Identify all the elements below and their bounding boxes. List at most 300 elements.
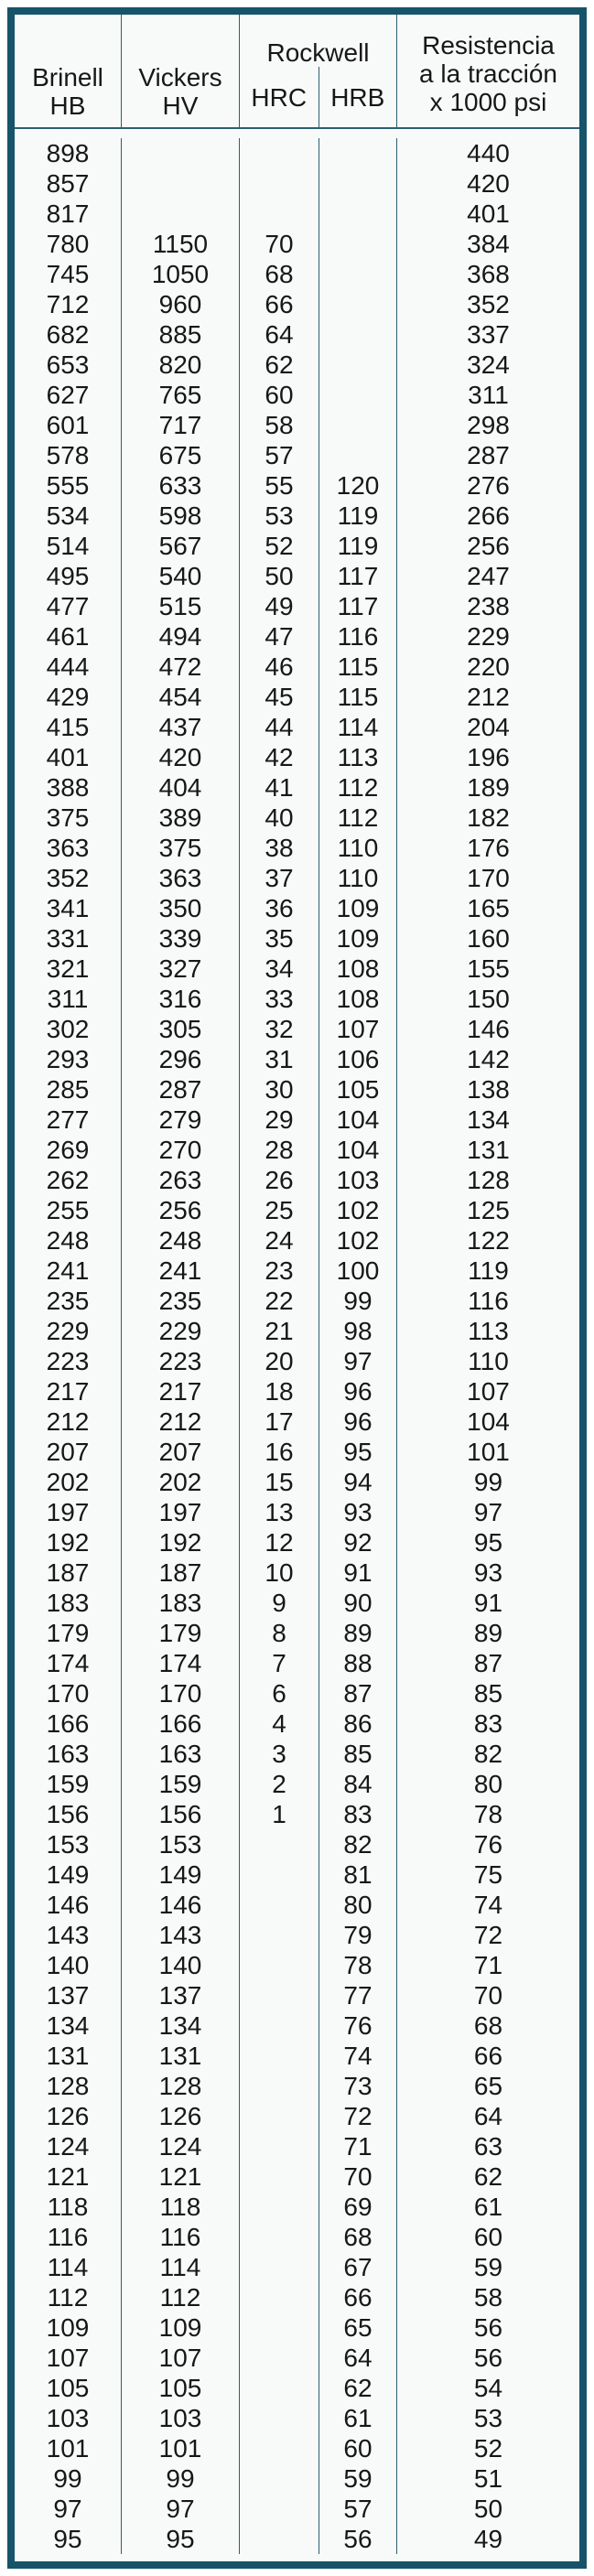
cell-rockwell_hrb: 67 (319, 2252, 397, 2282)
cell-rockwell_hrb: 119 (319, 531, 397, 561)
cell-vickers_hv: 101 (122, 2433, 240, 2463)
cell-rockwell_hrc: 37 (240, 863, 319, 893)
cell-vickers_hv: 202 (122, 1467, 240, 1497)
cell-vickers_hv: 256 (122, 1195, 240, 1225)
table-row (15, 350, 579, 380)
table-row (15, 652, 579, 682)
cell-vickers_hv: 105 (122, 2373, 240, 2403)
cell-brinell_hb: 302 (15, 1014, 122, 1044)
cell-rockwell_hrc: 50 (240, 561, 319, 591)
cell-brinell_hb: 143 (15, 1920, 122, 1950)
header-brinell (15, 15, 122, 127)
cell-brinell_hb: 114 (15, 2252, 122, 2282)
cell-vickers_hv: 350 (122, 893, 240, 923)
cell-rockwell_hrc: 36 (240, 893, 319, 923)
cell-rockwell_hrc (240, 2494, 319, 2524)
cell-rockwell_hrc: 41 (240, 772, 319, 803)
cell-rockwell_hrb: 64 (319, 2343, 397, 2373)
cell-rockwell_hrc (240, 2252, 319, 2282)
cell-brinell_hb: 388 (15, 772, 122, 803)
table-row (15, 2524, 579, 2554)
cell-rockwell_hrc: 17 (240, 1407, 319, 1437)
cell-rockwell_hrb: 85 (319, 1739, 397, 1769)
table-row (15, 2433, 579, 2463)
cell-rockwell_hrc: 20 (240, 1346, 319, 1376)
cell-tensile_x1000psi: 134 (467, 1105, 510, 1134)
table-row (15, 2131, 579, 2161)
cell-rockwell_hrb (319, 380, 397, 410)
table-row (15, 1286, 579, 1316)
cell-rockwell_hrc: 31 (240, 1044, 319, 1074)
cell-vickers_hv: 263 (122, 1165, 240, 1195)
cell-vickers_hv: 103 (122, 2403, 240, 2433)
cell-rockwell_hrc: 2 (240, 1769, 319, 1799)
table-row (15, 2343, 579, 2373)
cell-rockwell_hrc: 62 (240, 350, 319, 380)
cell-tensile_x1000psi: 125 (467, 1195, 510, 1224)
cell-rockwell_hrc (240, 2373, 319, 2403)
cell-brinell_hb: 262 (15, 1165, 122, 1195)
header-hrb (319, 67, 397, 127)
cell-vickers_hv: 187 (122, 1557, 240, 1588)
cell-vickers_hv: 107 (122, 2343, 240, 2373)
cell-rockwell_hrb: 109 (319, 923, 397, 954)
cell-tensile_x1000psi: 97 (473, 1497, 503, 1526)
table-row (15, 1618, 579, 1648)
cell-tensile_x1000psi: 75 (473, 1859, 503, 1889)
cell-brinell_hb: 131 (15, 2041, 122, 2071)
cell-brinell_hb: 97 (15, 2494, 122, 2524)
cell-rockwell_hrb: 117 (319, 561, 397, 591)
header-tensile-line2: a la tracción (419, 59, 557, 88)
cell-vickers_hv: 472 (122, 652, 240, 682)
table-row (15, 1557, 579, 1588)
cell-vickers_hv: 128 (122, 2071, 240, 2101)
cell-rockwell_hrb: 100 (319, 1256, 397, 1286)
table-row (15, 2010, 579, 2041)
cell-tensile_x1000psi: 104 (467, 1407, 510, 1436)
cell-tensile_x1000psi: 204 (467, 712, 510, 741)
cell-vickers_hv: 207 (122, 1437, 240, 1467)
cell-tensile_x1000psi: 107 (467, 1376, 510, 1406)
cell-brinell_hb: 179 (15, 1618, 122, 1648)
table-row (15, 138, 579, 168)
header-rockwell (240, 15, 397, 127)
cell-brinell_hb: 341 (15, 893, 122, 923)
cell-brinell_hb: 429 (15, 682, 122, 712)
cell-brinell_hb: 495 (15, 561, 122, 591)
table-row (15, 1346, 579, 1376)
cell-brinell_hb: 331 (15, 923, 122, 954)
cell-vickers_hv: 149 (122, 1859, 240, 1890)
cell-tensile_x1000psi: 276 (467, 470, 510, 500)
cell-rockwell_hrc: 53 (240, 501, 319, 531)
table-row (15, 893, 579, 923)
cell-rockwell_hrb: 60 (319, 2433, 397, 2463)
cell-rockwell_hrc (240, 2131, 319, 2161)
cell-rockwell_hrc (240, 1890, 319, 1920)
table-row (15, 289, 579, 319)
cell-rockwell_hrc (240, 199, 319, 229)
cell-rockwell_hrb: 95 (319, 1437, 397, 1467)
cell-rockwell_hrb: 86 (319, 1708, 397, 1739)
cell-tensile_x1000psi: 54 (473, 2373, 503, 2402)
cell-brinell_hb: 401 (15, 742, 122, 772)
cell-brinell_hb: 653 (15, 350, 122, 380)
cell-tensile_x1000psi: 110 (468, 1346, 509, 1375)
cell-tensile_x1000psi: 368 (467, 259, 510, 288)
cell-tensile_x1000psi: 87 (473, 1648, 503, 1677)
cell-tensile_x1000psi: 56 (473, 2343, 503, 2372)
cell-brinell_hb: 202 (15, 1467, 122, 1497)
cell-tensile_x1000psi: 337 (467, 319, 510, 349)
cell-rockwell_hrc: 49 (240, 591, 319, 621)
cell-brinell_hb: 415 (15, 712, 122, 742)
cell-tensile_x1000psi: 60 (473, 2222, 503, 2251)
table-row (15, 2222, 579, 2252)
cell-tensile_x1000psi: 68 (473, 2010, 503, 2040)
cell-tensile_x1000psi: 165 (467, 893, 510, 922)
table-row (15, 712, 579, 742)
cell-tensile_x1000psi: 324 (467, 350, 510, 379)
table-row (15, 1376, 579, 1407)
cell-brinell_hb: 745 (15, 259, 122, 289)
cell-rockwell_hrb: 113 (319, 742, 397, 772)
cell-brinell_hb: 192 (15, 1527, 122, 1557)
cell-tensile_x1000psi: 80 (473, 1769, 503, 1798)
cell-rockwell_hrc: 7 (240, 1648, 319, 1678)
cell-tensile_x1000psi: 196 (467, 742, 510, 771)
table-row (15, 1920, 579, 1950)
cell-rockwell_hrb: 119 (319, 501, 397, 531)
cell-rockwell_hrc: 22 (240, 1286, 319, 1316)
cell-tensile_x1000psi: 93 (473, 1557, 503, 1587)
table-row (15, 1799, 579, 1829)
cell-vickers_hv: 95 (122, 2524, 240, 2554)
cell-rockwell_hrb: 107 (319, 1014, 397, 1044)
cell-rockwell_hrc: 3 (240, 1739, 319, 1769)
table-row (15, 984, 579, 1014)
cell-rockwell_hrb: 91 (319, 1557, 397, 1588)
cell-rockwell_hrb: 97 (319, 1346, 397, 1376)
cell-brinell_hb: 166 (15, 1708, 122, 1739)
cell-vickers_hv: 1150 (122, 229, 240, 259)
cell-tensile_x1000psi: 83 (473, 1708, 503, 1738)
table-row (15, 2403, 579, 2433)
cell-rockwell_hrb: 73 (319, 2071, 397, 2101)
cell-rockwell_hrc: 35 (240, 923, 319, 954)
cell-tensile_x1000psi: 78 (473, 1799, 503, 1828)
table-row (15, 591, 579, 621)
table-row (15, 742, 579, 772)
cell-brinell_hb: 174 (15, 1648, 122, 1678)
cell-vickers_hv: 153 (122, 1829, 240, 1859)
cell-brinell_hb: 461 (15, 621, 122, 652)
cell-brinell_hb: 156 (15, 1799, 122, 1829)
cell-vickers_hv: 174 (122, 1648, 240, 1678)
cell-rockwell_hrc (240, 2312, 319, 2343)
cell-brinell_hb: 95 (15, 2524, 122, 2554)
table-row (15, 1980, 579, 2010)
table-row (15, 1648, 579, 1678)
cell-rockwell_hrb (319, 410, 397, 440)
cell-vickers_hv: 540 (122, 561, 240, 591)
cell-tensile_x1000psi: 138 (467, 1074, 510, 1104)
cell-rockwell_hrc: 10 (240, 1557, 319, 1588)
table-row (15, 1497, 579, 1527)
cell-vickers_hv: 1050 (122, 259, 240, 289)
cell-rockwell_hrb: 106 (319, 1044, 397, 1074)
cell-tensile_x1000psi: 95 (473, 1527, 503, 1557)
table-row (15, 1105, 579, 1135)
cell-rockwell_hrc (240, 2101, 319, 2131)
header-rockwell-sub-row (240, 67, 396, 127)
cell-tensile_x1000psi: 74 (473, 1890, 503, 1919)
cell-rockwell_hrb: 108 (319, 984, 397, 1014)
cell-brinell_hb: 223 (15, 1346, 122, 1376)
cell-vickers_hv: 437 (122, 712, 240, 742)
cell-tensile_x1000psi: 62 (473, 2161, 503, 2191)
cell-brinell_hb: 555 (15, 470, 122, 501)
cell-vickers_hv (122, 138, 240, 168)
cell-rockwell_hrc: 18 (240, 1376, 319, 1407)
cell-rockwell_hrb: 89 (319, 1618, 397, 1648)
cell-rockwell_hrb: 84 (319, 1769, 397, 1799)
cell-rockwell_hrc: 44 (240, 712, 319, 742)
cell-vickers_hv: 170 (122, 1678, 240, 1708)
header-brinell-sub: HB (49, 92, 86, 120)
cell-rockwell_hrb: 104 (319, 1105, 397, 1135)
table-row (15, 833, 579, 863)
cell-rockwell_hrb: 56 (319, 2524, 397, 2554)
cell-rockwell_hrb: 65 (319, 2312, 397, 2343)
header-hrc-label: HRC (251, 82, 308, 112)
cell-rockwell_hrb: 82 (319, 1829, 397, 1859)
cell-vickers_hv: 166 (122, 1708, 240, 1739)
cell-vickers_hv: 212 (122, 1407, 240, 1437)
cell-rockwell_hrc: 45 (240, 682, 319, 712)
cell-brinell_hb: 514 (15, 531, 122, 561)
cell-vickers_hv: 179 (122, 1618, 240, 1648)
cell-tensile_x1000psi: 311 (468, 380, 509, 409)
cell-brinell_hb: 780 (15, 229, 122, 259)
cell-rockwell_hrc (240, 138, 319, 168)
table-row (15, 1407, 579, 1437)
cell-rockwell_hrb: 76 (319, 2010, 397, 2041)
table-row (15, 803, 579, 833)
cell-rockwell_hrc (240, 1980, 319, 2010)
cell-rockwell_hrb: 59 (319, 2463, 397, 2494)
cell-brinell_hb: 712 (15, 289, 122, 319)
cell-rockwell_hrb: 104 (319, 1135, 397, 1165)
table-row (15, 259, 579, 289)
cell-rockwell_hrb: 61 (319, 2403, 397, 2433)
cell-brinell_hb: 183 (15, 1588, 122, 1618)
table-row (15, 2373, 579, 2403)
header-tensile-line3: x 1000 psi (429, 88, 547, 116)
table-row (15, 1678, 579, 1708)
cell-brinell_hb: 682 (15, 319, 122, 350)
cell-vickers_hv: 183 (122, 1588, 240, 1618)
table-row (15, 2252, 579, 2282)
cell-rockwell_hrb: 81 (319, 1859, 397, 1890)
table-row (15, 1135, 579, 1165)
cell-tensile_x1000psi: 89 (473, 1618, 503, 1647)
cell-vickers_hv: 404 (122, 772, 240, 803)
cell-tensile_x1000psi: 50 (473, 2494, 503, 2523)
cell-rockwell_hrb: 102 (319, 1195, 397, 1225)
cell-rockwell_hrb: 94 (319, 1467, 397, 1497)
cell-rockwell_hrc: 66 (240, 289, 319, 319)
table-row (15, 923, 579, 954)
cell-vickers_hv: 131 (122, 2041, 240, 2071)
cell-tensile_x1000psi: 58 (473, 2282, 503, 2312)
cell-vickers_hv: 118 (122, 2192, 240, 2222)
cell-vickers_hv: 223 (122, 1346, 240, 1376)
cell-vickers_hv: 112 (122, 2282, 240, 2312)
cell-brinell_hb: 126 (15, 2101, 122, 2131)
header-brinell-title: Brinell (32, 63, 103, 92)
cell-rockwell_hrb: 105 (319, 1074, 397, 1105)
cell-rockwell_hrb (319, 199, 397, 229)
cell-rockwell_hrc (240, 2403, 319, 2433)
cell-rockwell_hrb: 110 (319, 863, 397, 893)
cell-rockwell_hrc (240, 2041, 319, 2071)
cell-vickers_hv: 229 (122, 1316, 240, 1346)
cell-rockwell_hrc (240, 2282, 319, 2312)
cell-rockwell_hrb: 112 (319, 803, 397, 833)
cell-rockwell_hrb (319, 319, 397, 350)
cell-tensile_x1000psi: 189 (467, 772, 510, 802)
cell-tensile_x1000psi: 122 (467, 1225, 510, 1255)
cell-tensile_x1000psi: 128 (467, 1165, 510, 1194)
cell-vickers_hv: 270 (122, 1135, 240, 1165)
cell-tensile_x1000psi: 82 (473, 1739, 503, 1768)
header-hrb-label: HRB (330, 82, 385, 112)
table-row (15, 410, 579, 440)
cell-tensile_x1000psi: 116 (468, 1286, 509, 1315)
cell-vickers_hv: 137 (122, 1980, 240, 2010)
cell-rockwell_hrc (240, 1950, 319, 1980)
cell-rockwell_hrc: 30 (240, 1074, 319, 1105)
cell-tensile_x1000psi: 212 (467, 682, 510, 711)
cell-vickers_hv: 296 (122, 1044, 240, 1074)
cell-tensile_x1000psi: 91 (473, 1588, 503, 1617)
cell-brinell_hb: 534 (15, 501, 122, 531)
cell-rockwell_hrc: 60 (240, 380, 319, 410)
table-row (15, 2041, 579, 2071)
cell-vickers_hv: 235 (122, 1286, 240, 1316)
cell-vickers_hv: 121 (122, 2161, 240, 2192)
cell-rockwell_hrb: 90 (319, 1588, 397, 1618)
cell-brinell_hb: 817 (15, 199, 122, 229)
cell-brinell_hb: 107 (15, 2343, 122, 2373)
cell-rockwell_hrc: 12 (240, 1527, 319, 1557)
table-row (15, 2463, 579, 2494)
table-row (15, 561, 579, 591)
cell-rockwell_hrc (240, 2192, 319, 2222)
cell-tensile_x1000psi: 176 (467, 833, 510, 862)
cell-tensile_x1000psi: 352 (467, 289, 510, 318)
table-row (15, 954, 579, 984)
cell-brinell_hb: 311 (15, 984, 122, 1014)
cell-brinell_hb: 578 (15, 440, 122, 470)
cell-brinell_hb: 153 (15, 1829, 122, 1859)
table-row (15, 1708, 579, 1739)
cell-rockwell_hrb: 88 (319, 1648, 397, 1678)
cell-brinell_hb: 241 (15, 1256, 122, 1286)
table-row (15, 470, 579, 501)
cell-brinell_hb: 121 (15, 2161, 122, 2192)
cell-brinell_hb: 149 (15, 1859, 122, 1890)
table-row (15, 1014, 579, 1044)
table-row (15, 2101, 579, 2131)
cell-tensile_x1000psi: 119 (468, 1256, 509, 1285)
cell-rockwell_hrb: 116 (319, 621, 397, 652)
cell-vickers_hv: 97 (122, 2494, 240, 2524)
cell-rockwell_hrc: 32 (240, 1014, 319, 1044)
cell-rockwell_hrb (319, 229, 397, 259)
cell-brinell_hb: 159 (15, 1769, 122, 1799)
table-row (15, 1950, 579, 1980)
cell-tensile_x1000psi: 70 (473, 1980, 503, 2010)
header-hrc (240, 67, 319, 127)
header-vickers-sub: HV (162, 92, 199, 120)
cell-vickers_hv: 217 (122, 1376, 240, 1407)
cell-rockwell_hrc: 24 (240, 1225, 319, 1256)
cell-tensile_x1000psi: 61 (473, 2192, 503, 2221)
cell-tensile_x1000psi: 150 (467, 984, 510, 1013)
cell-tensile_x1000psi: 229 (467, 621, 510, 651)
cell-brinell_hb: 140 (15, 1950, 122, 1980)
table-row (15, 168, 579, 199)
cell-brinell_hb: 601 (15, 410, 122, 440)
cell-vickers_hv: 339 (122, 923, 240, 954)
table-row (15, 2192, 579, 2222)
cell-vickers_hv: 633 (122, 470, 240, 501)
cell-rockwell_hrb (319, 168, 397, 199)
cell-brinell_hb: 444 (15, 652, 122, 682)
cell-vickers_hv: 363 (122, 863, 240, 893)
cell-vickers_hv: 140 (122, 1950, 240, 1980)
cell-rockwell_hrc: 47 (240, 621, 319, 652)
cell-rockwell_hrb: 115 (319, 652, 397, 682)
cell-rockwell_hrb (319, 440, 397, 470)
cell-tensile_x1000psi: 440 (467, 138, 510, 167)
cell-rockwell_hrb: 114 (319, 712, 397, 742)
table-row (15, 1527, 579, 1557)
cell-rockwell_hrc: 64 (240, 319, 319, 350)
cell-brinell_hb: 269 (15, 1135, 122, 1165)
cell-brinell_hb: 293 (15, 1044, 122, 1074)
cell-tensile_x1000psi: 101 (467, 1437, 510, 1466)
cell-rockwell_hrc: 52 (240, 531, 319, 561)
cell-rockwell_hrc: 68 (240, 259, 319, 289)
cell-tensile_x1000psi: 146 (467, 1014, 510, 1043)
cell-brinell_hb: 212 (15, 1407, 122, 1437)
table-row (15, 1588, 579, 1618)
cell-rockwell_hrc: 58 (240, 410, 319, 440)
cell-vickers_hv: 197 (122, 1497, 240, 1527)
cell-rockwell_hrb: 96 (319, 1376, 397, 1407)
cell-vickers_hv (122, 168, 240, 199)
cell-rockwell_hrb (319, 350, 397, 380)
cell-vickers_hv: 116 (122, 2222, 240, 2252)
table-row (15, 440, 579, 470)
cell-rockwell_hrc: 15 (240, 1467, 319, 1497)
cell-rockwell_hrb: 77 (319, 1980, 397, 2010)
cell-rockwell_hrc (240, 2010, 319, 2041)
